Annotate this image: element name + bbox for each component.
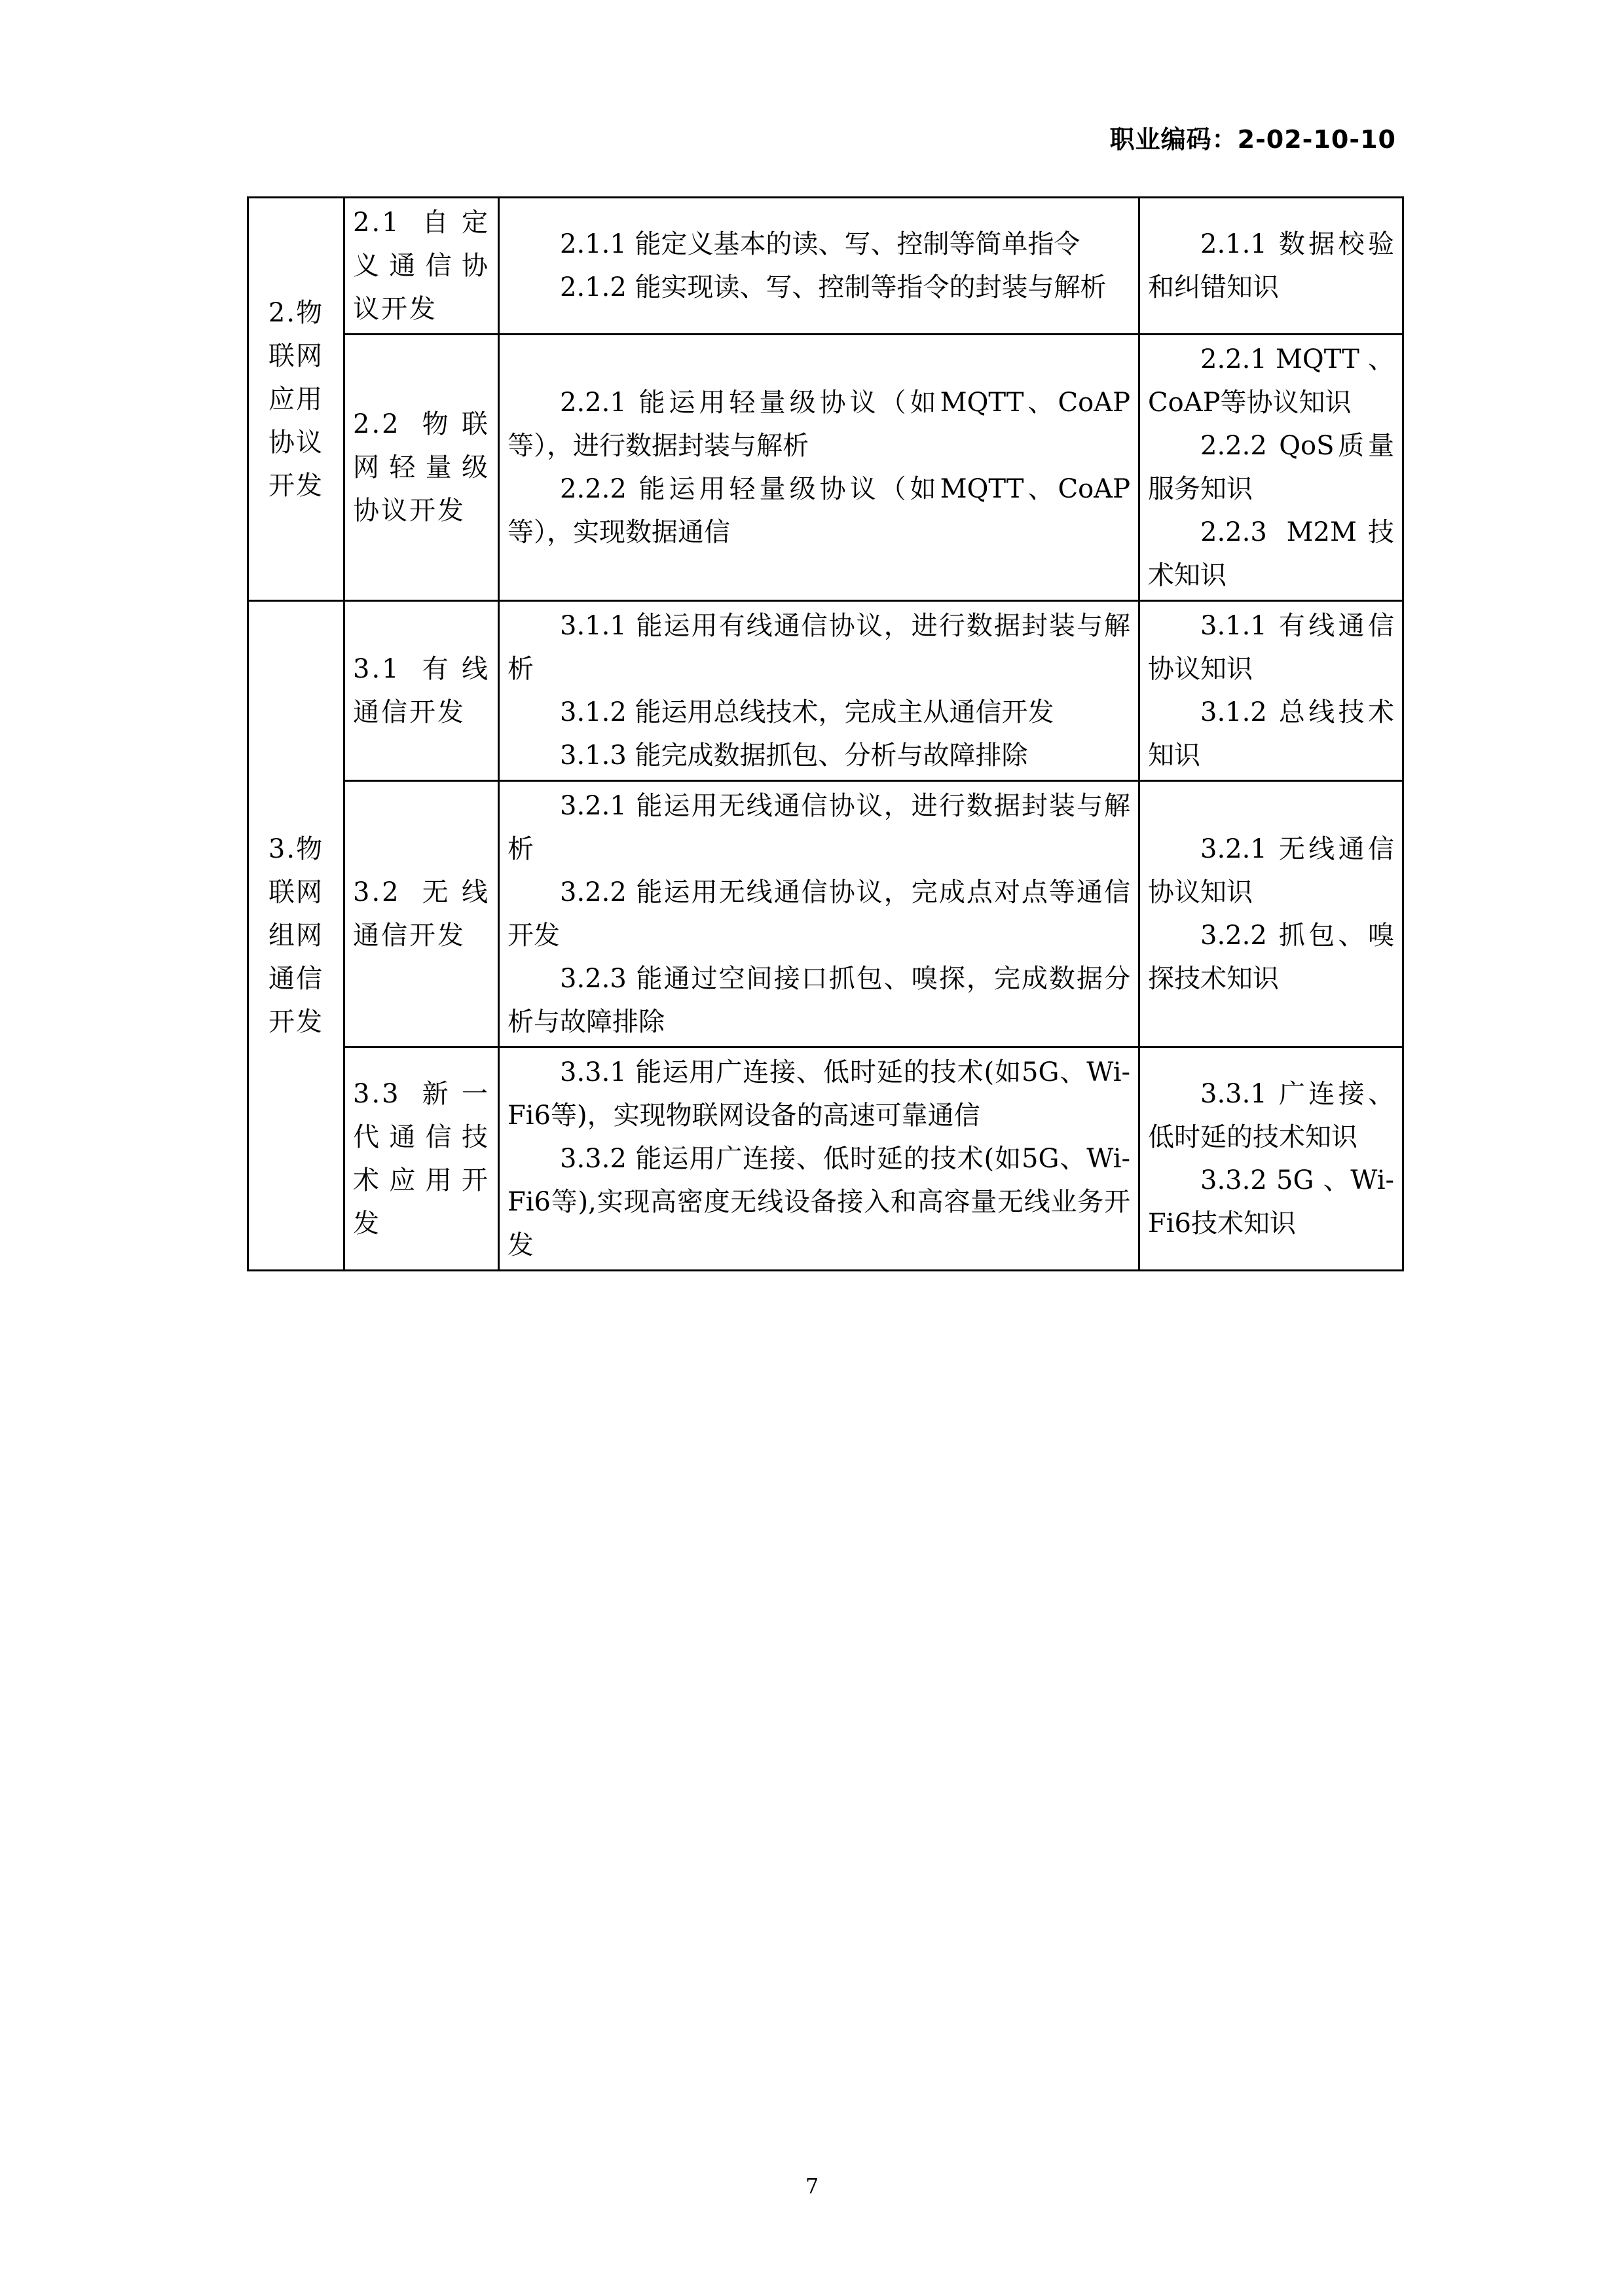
knowledge-item: 3.1.1 有线通信协议知识 [1148,611,1394,684]
page-number: 7 [805,2174,819,2198]
skill-item: 2.1.1 能定义基本的读、写、控制等简单指令 [560,229,1080,259]
knowledge-cell [1139,335,1403,601]
knowledge-item: 3.2.1 无线通信协议知识 [1148,834,1394,907]
knowledge-item: 3.1.2 总线技术知识 [1148,697,1394,771]
skill-item: 3.3.1 能运用广连接、低时延的技术(如5G、Wi-Fi6等)，实现物联网设备的高速可靠通信 [507,1057,1130,1131]
skill-item: 3.3.2 能运用广连接、低时延的技术(如5G、Wi-Fi6等),实现高密度无线设备接入和高容量无线业务开发 [507,1144,1130,1260]
work-unit-cell: 3.2 无线通信开发 [344,781,499,1048]
skill-requirement-cell [499,198,1139,335]
skill-item: 2.2.2 能运用轻量级协议（如MQTT、CoAP等），实现数据通信 [507,474,1130,547]
skills-table [247,196,1404,1271]
function-cell: 3.物联网组网通信开发 [248,601,344,1271]
knowledge-item: 2.1.1 数据校验和纠错知识 [1148,229,1394,302]
occupation-code: 职业编码：2-02-10-10 [1109,125,1396,154]
knowledge-item: 2.2.2 QoS质量服务知识 [1148,431,1394,504]
skill-requirement-cell [499,781,1139,1048]
table-row [248,335,1403,601]
table-row [248,1048,1403,1271]
skill-item: 3.2.2 能运用无线通信协议，完成点对点等通信开发 [507,877,1130,951]
skill-item: 3.1.1 能运用有线通信协议，进行数据封装与解析 [507,611,1130,684]
function-cell: 2.物联网应用协议开发 [248,198,344,601]
knowledge-item: 3.2.2 抓包、嗅探技术知识 [1148,920,1394,994]
skill-item: 3.1.3 能完成数据抓包、分析与故障排除 [560,740,1028,771]
skill-requirement-cell [499,335,1139,601]
skill-requirement-cell [499,601,1139,781]
skill-item: 2.2.1 能运用轻量级协议（如MQTT、CoAP等），进行数据封装与解析 [507,388,1130,461]
table-row [248,781,1403,1048]
knowledge-cell [1139,601,1403,781]
work-unit-cell: 2.1 自定义通信协议开发 [344,198,499,335]
knowledge-item: 3.3.2 5G 、Wi-Fi6技术知识 [1148,1165,1394,1239]
skill-item: 3.1.2 能运用总线技术，完成主从通信开发 [560,697,1054,727]
skill-item: 2.1.2 能实现读、写、控制等指令的封装与解析 [560,272,1107,302]
work-unit-cell: 3.3 新一代通信技术应用开发 [344,1048,499,1271]
table-row [248,198,1403,335]
knowledge-item: 2.2.1 MQTT 、CoAP等协议知识 [1148,344,1394,418]
work-unit-cell: 2.2 物联网轻量级协议开发 [344,335,499,601]
work-unit-cell: 3.1 有线通信开发 [344,601,499,781]
knowledge-item: 2.2.3 M2M技术知识 [1148,517,1394,591]
skill-requirement-cell [499,1048,1139,1271]
knowledge-cell [1139,781,1403,1048]
knowledge-item: 3.3.1 广连接、低时延的技术知识 [1148,1079,1394,1152]
knowledge-cell [1139,1048,1403,1271]
skill-item: 3.2.3 能通过空间接口抓包、嗅探，完成数据分析与故障排除 [507,964,1130,1037]
table-row [248,601,1403,781]
skill-item: 3.2.1 能运用无线通信协议，进行数据封装与解析 [507,791,1130,864]
knowledge-cell [1139,198,1403,335]
